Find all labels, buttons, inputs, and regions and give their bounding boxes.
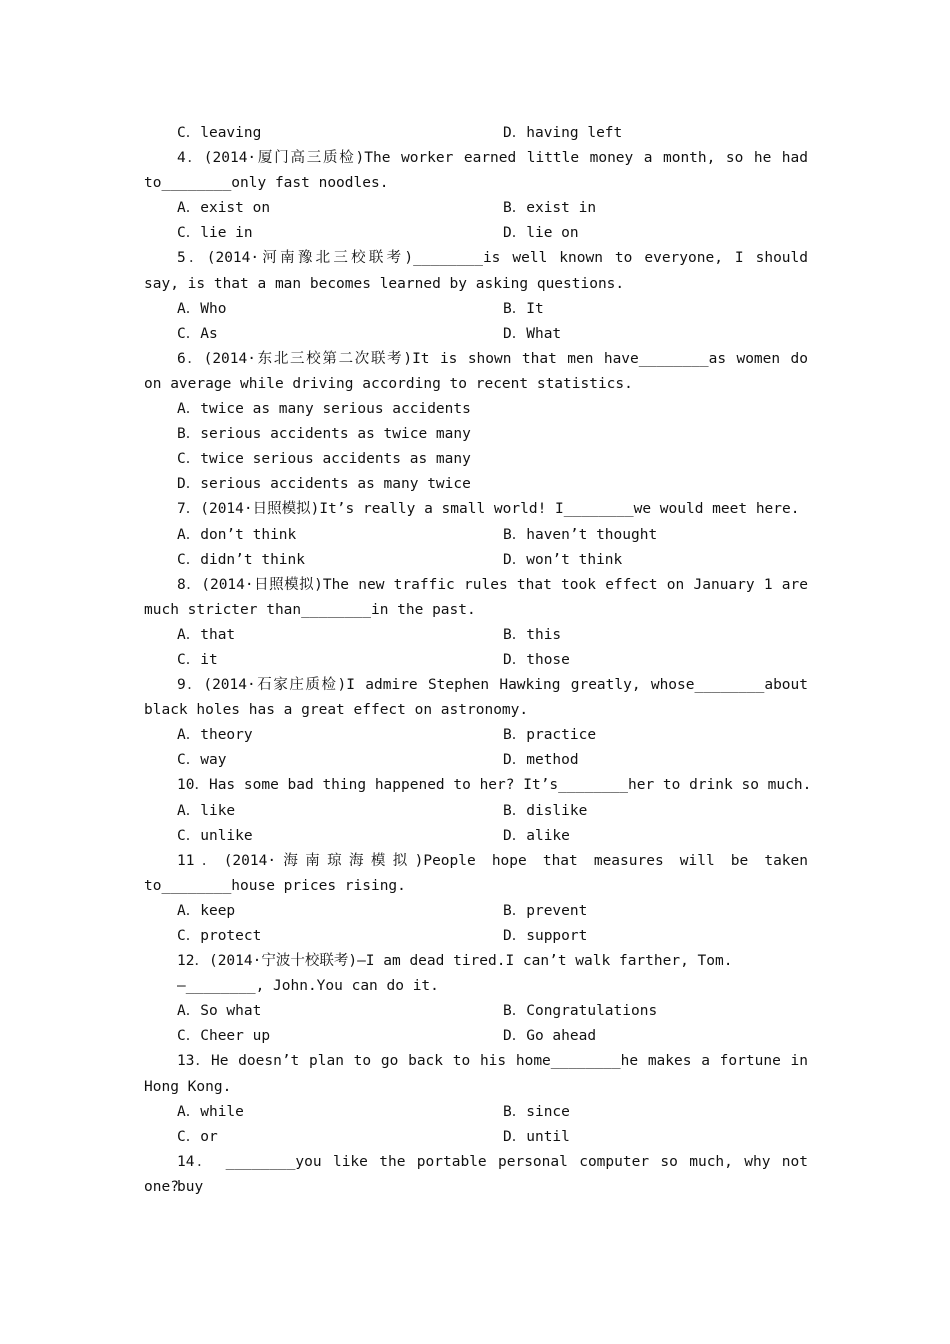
- option-row: [144, 322, 808, 347]
- question-12-stem-line-1: 12．(2014·宁波十校联考)—I am dead tired.I can’t walk farther, Tom.: [177, 953, 733, 970]
- option-a: A．twice as many serious accidents: [177, 401, 471, 418]
- option-row: [144, 221, 808, 246]
- question-12-stem-line-2: —________, John.You can do it.: [177, 978, 439, 995]
- question-6-stem-line-1: 6．(2014·东北三校第二次联考)It is shown that men have________as women do: [177, 350, 808, 367]
- option-d: D．those: [503, 651, 570, 668]
- option-b: B．dislike: [503, 802, 588, 819]
- option-row: [144, 397, 808, 422]
- option-c: C．unlike: [177, 827, 253, 844]
- question-4-stem-line-2: to________only fast noodles.: [144, 175, 389, 192]
- question-8-stem-line-2: much stricter than________in the past.: [144, 601, 476, 618]
- option-row: [144, 899, 808, 924]
- question-10-stem-line-1: 10．Has some bad thing happened to her? It’s________her to drink so much.: [177, 777, 812, 794]
- option-row: [144, 924, 808, 949]
- option-d: D．lie on: [503, 225, 579, 242]
- question-5-stem-line-2: say, is that a man becomes learned by asking questions.: [144, 275, 625, 292]
- option-c: C．twice serious accidents as many: [177, 451, 471, 468]
- question-6-stem-line-2: on average while driving according to recent statistics.: [144, 375, 633, 392]
- option-a: A．Who: [177, 300, 227, 317]
- option-a: A．theory: [177, 727, 253, 744]
- question-5-stem-line-1: 5．(2014·河南豫北三校联考)________is well known to everyone, I should: [177, 250, 808, 267]
- option-b: B．practice: [503, 727, 597, 744]
- question-8-stem-line-1: 8．(2014·日照模拟)The new traffic rules that took effect on January 1 are: [177, 576, 808, 593]
- option-row: [144, 1125, 808, 1150]
- option-b: B．since: [503, 1103, 570, 1120]
- question-9-stem-line-1: 9．(2014·石家庄质检)I admire Stephen Hawking greatly, whose________about: [177, 677, 808, 694]
- option-a: A．So what: [177, 1003, 262, 1020]
- option-row: [144, 623, 808, 648]
- option-d: D．having left: [503, 125, 623, 141]
- option-row: [144, 799, 808, 824]
- question-14-stem-line-2: one?: [144, 1178, 179, 1195]
- option-b: B．exist in: [503, 200, 597, 217]
- option-d: D．support: [503, 928, 588, 944]
- question-4-stem-line-1: 4．(2014·厦门高三质检)The worker earned little money a month, so he had: [177, 150, 808, 167]
- option-b: B．It: [503, 300, 544, 317]
- question-13-stem-line-2: Hong Kong.: [144, 1078, 232, 1095]
- question-7-stem-line-1: 7．(2014·日照模拟)It’s really a small world! I________we would meet here.: [177, 501, 800, 518]
- option-d: D．serious accidents as many twice: [177, 476, 471, 493]
- option-b: B．Congratulations: [503, 1003, 658, 1020]
- option-a: A．that: [177, 626, 236, 643]
- option-a: A．like: [177, 802, 236, 819]
- option-c: C．protect: [177, 928, 262, 944]
- option-d: D．won’t think: [503, 551, 623, 568]
- option-a: A．keep: [177, 902, 236, 919]
- question-11-stem-line-2: to________house prices rising.: [144, 877, 406, 894]
- option-row: [144, 523, 808, 548]
- option-d: D．Go ahead: [503, 1028, 597, 1045]
- option-c: C．way: [177, 752, 227, 769]
- option-row: [144, 723, 808, 748]
- question-13-stem-line-1: 13．He doesn’t plan to go back to his home________he makes a fortune in: [177, 1053, 808, 1070]
- option-c: C．it: [177, 651, 218, 668]
- option-row: [144, 548, 808, 573]
- option-b: B．this: [503, 626, 562, 643]
- option-row: [144, 297, 808, 322]
- option-c: C．Cheer up: [177, 1028, 271, 1045]
- option-d: D．method: [503, 752, 579, 769]
- option-a: A．while: [177, 1103, 244, 1120]
- option-b: B．prevent: [503, 902, 588, 919]
- option-c: C．didn’t think: [177, 551, 305, 568]
- option-a: A．exist on: [177, 200, 271, 217]
- question-9-stem-line-2: black holes has a great effect on astronomy.: [144, 702, 529, 719]
- option-c: C．or: [177, 1128, 218, 1145]
- option-c: C．As: [177, 325, 218, 342]
- option-b: B．haven’t thought: [503, 526, 658, 543]
- option-b: B．serious accidents as twice many: [177, 426, 471, 443]
- question-14-stem-line-1: 14． ________you like the portable personal computer so much, why not buy: [177, 1153, 808, 1195]
- option-row: [144, 196, 808, 221]
- option-row: [144, 1024, 808, 1049]
- option-d: D．What: [503, 325, 562, 342]
- document-page: [144, 121, 812, 1200]
- question-11-stem-line-1: 11．(2014·海南琼海模拟)People hope that measures will be taken: [177, 852, 808, 869]
- option-row: [144, 648, 808, 673]
- option-row: [144, 447, 808, 472]
- option-row: [144, 1100, 808, 1125]
- option-row: [144, 121, 808, 146]
- option-c: C．lie in: [177, 225, 253, 242]
- option-row: [144, 824, 808, 849]
- option-row: [144, 422, 808, 447]
- option-d: D．until: [503, 1128, 570, 1145]
- option-row: [144, 472, 808, 497]
- option-c: C．leaving: [177, 125, 262, 141]
- option-row: [144, 999, 808, 1024]
- option-d: D．alike: [503, 827, 570, 844]
- option-a: A．don’t think: [177, 526, 297, 543]
- option-row: [144, 748, 808, 773]
